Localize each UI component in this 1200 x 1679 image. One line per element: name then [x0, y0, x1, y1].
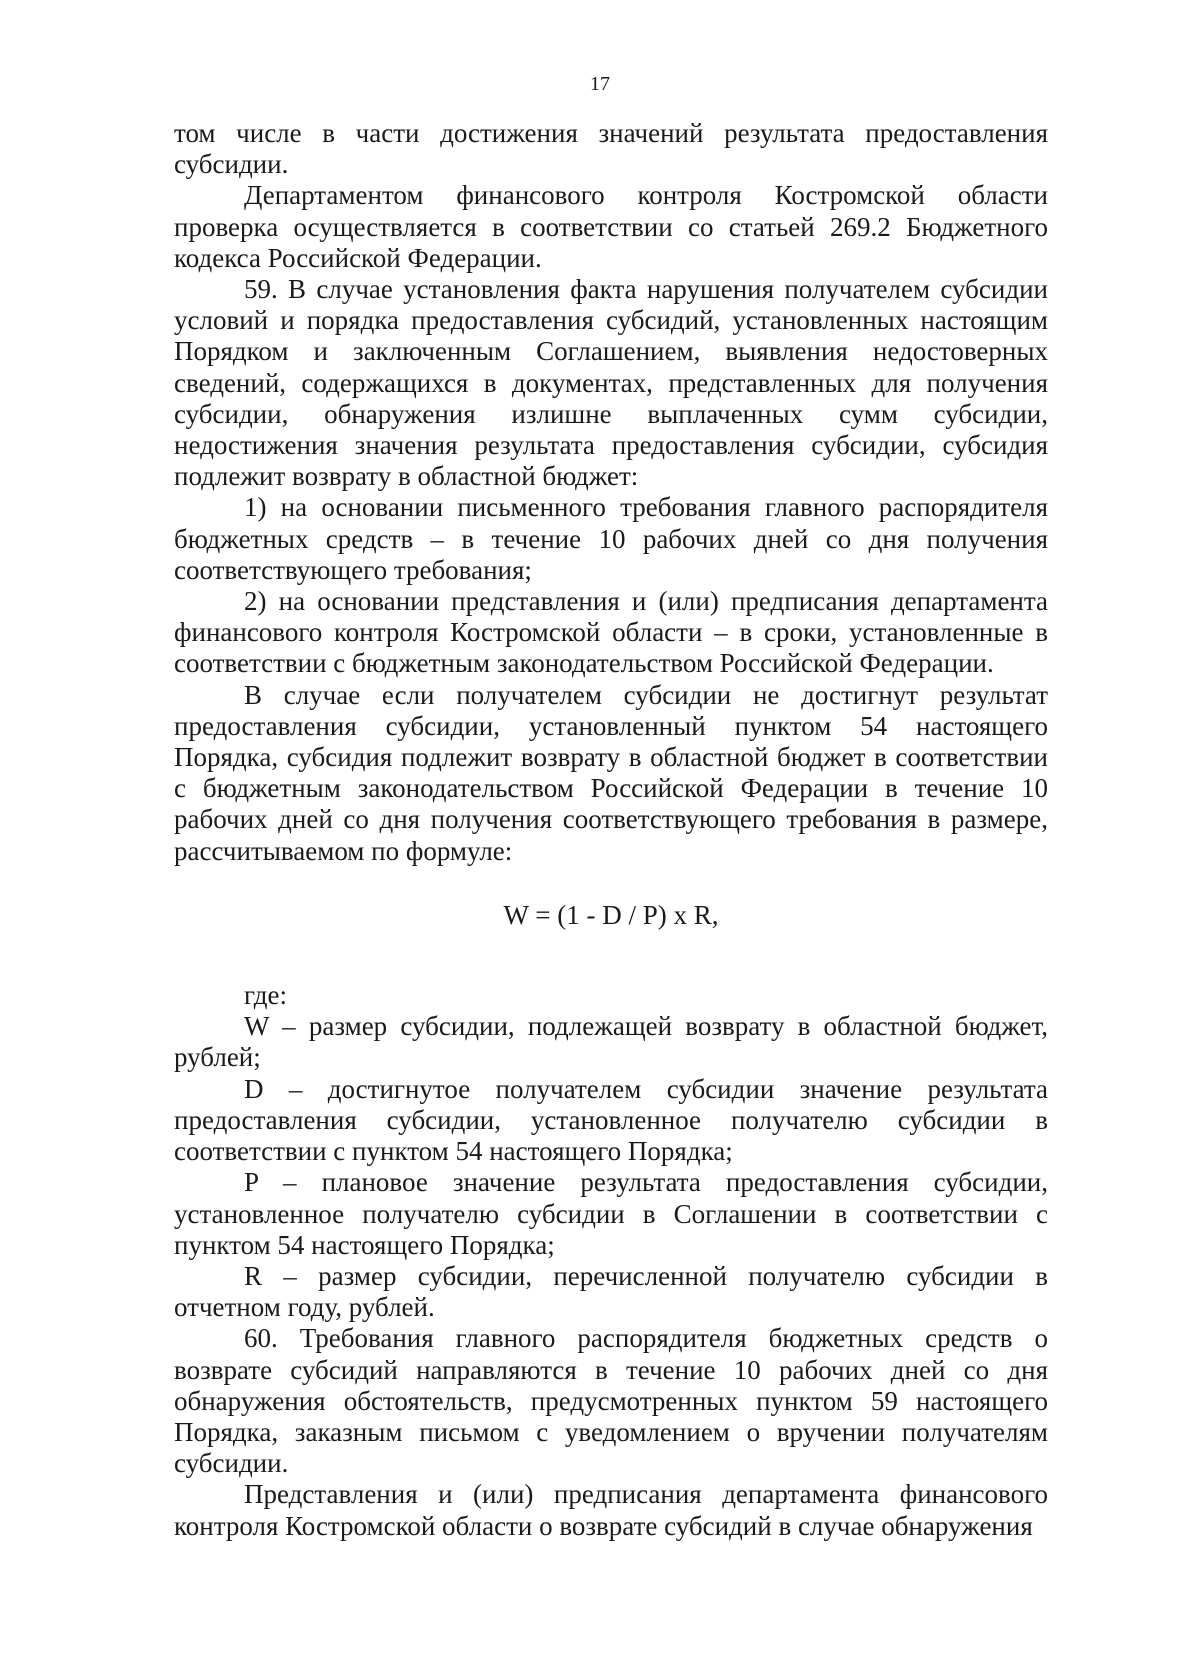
paragraph-clause-59: 59. В случае установления факта нарушения получателем субсидии условий и порядка предоставления субсидий, установленных настоящим Порядком и заключенным Соглашением, выявления недостоверных сведений, содержащихся в документах, представленных для получения субсидии, обнаружения излишне выплаченных сумм субсидии, недостижения значения результата предоставления субсидии, субсидия подлежит возврату в областной бюджет:	[174, 274, 1048, 492]
paragraph-where: где:	[244, 980, 287, 1011]
page-number: 17	[590, 73, 610, 95]
paragraph-continuation: том числе в части достижения значений результата предоставления субсидии.	[174, 118, 1048, 180]
paragraph-item-2: 2) на основании представления и (или) предписания департамента финансового контроля Костромской области – в сроки, установленные в соответствии с бюджетным законодательством Российской Федерации.	[174, 586, 1048, 679]
formula: W = (1 - D / P) x R,	[503, 899, 719, 930]
definition-d: D – достигнутое получателем субсидии значение результата предоставления субсидии, установленное получателю субсидии в соответствии с пунктом 54 настоящего Порядка;	[174, 1073, 1048, 1167]
paragraph-result-not-achieved: В случае если получателем субсидии не достигнут результат предоставления субсидии, установленный пунктом 54 настоящего Порядка, субсидия подлежит возврату в областной бюджет в соответствии с бюджетным законодательством Российской Федерации в течение 10 рабочих дней со дня получения соответствующего требования в размере, рассчитываемом по формуле:	[174, 679, 1048, 866]
paragraph-clause-60: 60. Требования главного распорядителя бюджетных средств о возврате субсидий направляются в течение 10 рабочих дней со дня обнаружения обстоятельств, предусмотренных пунктом 59 настоящего Порядка, заказным письмом с уведомлением о вручении получателям субсидии.	[174, 1323, 1048, 1479]
definition-r: R – размер субсидии, перечисленной получателю субсидии в отчетном году, рублей.	[174, 1260, 1048, 1323]
paragraph-representations: Представления и (или) предписания департамента финансового контроля Костромской области о возврате субсидий в случае обнаружения	[174, 1479, 1048, 1541]
definition-p: P – плановое значение результата предоставления субсидии, установленное получателю субсидии в Соглашении в соответствии с пунктом 54 настоящего Порядка;	[174, 1167, 1048, 1260]
document-body	[174, 118, 1048, 1542]
definition-w: W – размер субсидии, подлежащей возврату в областной бюджет, рублей;	[174, 1011, 1048, 1073]
paragraph-verification: Департаментом финансового контроля Костромской области проверка осуществляется в соответствии со статьей 269.2 Бюджетного кодекса Российской Федерации.	[174, 180, 1048, 273]
paragraph-item-1: 1) на основании письменного требования главного распорядителя бюджетных средств – в течение 10 рабочих дней со дня получения соответствующего требования;	[174, 492, 1048, 585]
